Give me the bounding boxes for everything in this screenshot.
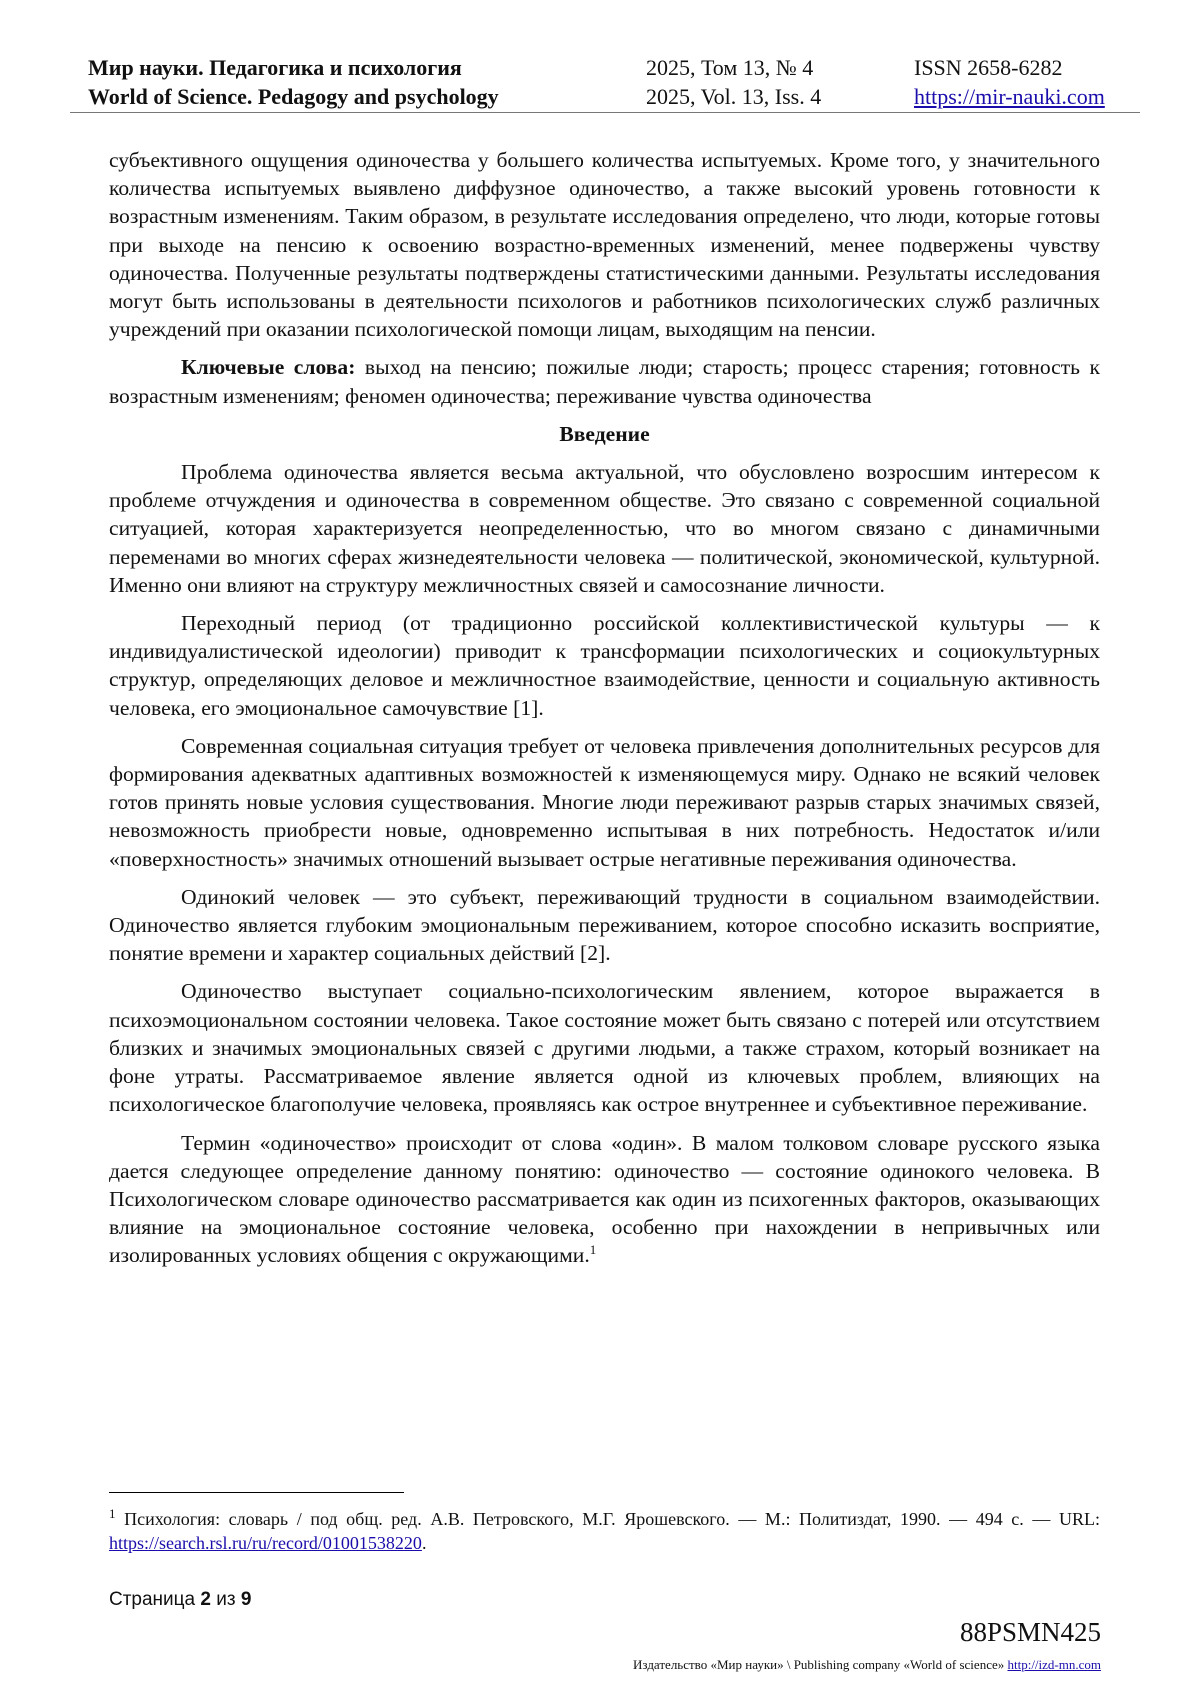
journal-title-en: World of Science. Pedagogy and psychology <box>88 84 499 109</box>
article-body <box>109 146 1100 1280</box>
footnote-text: Психология: словарь / под общ. ред. А.В. Петровского, М.Г. Ярошевского. — М.: Политиздат, 1990. — 494 с. — URL: <box>115 1509 1100 1529</box>
page-current: 2 <box>200 1589 211 1610</box>
footnote <box>109 1507 1100 1555</box>
issue-en: 2025, Vol. 13, Iss. 4 <box>646 84 822 109</box>
journal-title-ru: Мир науки. Педагогика и психология <box>88 55 462 80</box>
keywords-text: выход на пенсию; пожилые люди; старость; процесс старения; готовность к возрастным изменениям; феномен одиночества; переживание чувства одиночества <box>109 355 1100 408</box>
abstract-paragraph: субъективного ощущения одиночества у большего количества испытуемых. Кроме того, у значительного количества испытуемых выявлено диффузное одиночество, а также высокий уровень готовности к возрастным изменениям. Таким образом, в результате исследования определено, что люди, которые готовы при выходе на пенсию к освоению возрастно-временных изменений, менее подвержены чувству одиночества. Полученные результаты подтверждены статистическими данными. Результаты исследования могут быть использованы в деятельности психологов и работников психологических служб различных учреждений при оказании психологической помощи лицам, выходящим на пенсии. <box>109 148 1100 342</box>
page-number <box>109 1589 251 1611</box>
publisher-text: Издательство «Мир науки» \ Publishing company «World of science» <box>633 1657 1008 1672</box>
footnote-marker: 1 <box>109 1506 116 1521</box>
page-word: Страница <box>109 1589 201 1610</box>
issue-ru: 2025, Том 13, № 4 <box>646 55 814 80</box>
journal-title-block <box>88 53 499 111</box>
intro-paragraph-6 <box>109 1129 1100 1270</box>
intro-paragraph-6-text: Термин «одиночество» происходит от слова «один». В малом толковом словаре русского языка дается следующее определение данному понятию: одиночество — состояние одинокого человека. В Психологическом словаре одиночество рассматривается как один из психогенных факторов, оказывающих влияние на эмоциональное состояние человека, особенно при нахождении в непривычных или изолированных условиях общения с окружающими. <box>109 1130 1100 1268</box>
footnote-link[interactable]: https://search.rsl.ru/ru/record/01001538220 <box>109 1533 422 1553</box>
intro-paragraph-2: Переходный период (от традиционно российской коллективистической культуры — к индивидуалистической идеологии) приводит к трансформации психологических и социокультурных структур, определяющих деловое и межличностное взаимодействие, ценности и социальную активность человека, его эмоциональное самочувствие [1]. <box>109 611 1100 720</box>
publisher-line <box>633 1657 1101 1673</box>
publisher-link[interactable]: http://izd-mn.com <box>1007 1657 1101 1672</box>
issn: ISSN 2658-6282 <box>914 55 1063 80</box>
article-code: 88PSMN425 <box>959 1617 1101 1647</box>
footnote-end: . <box>421 1533 427 1553</box>
intro-paragraph-5: Одиночество выступает социально-психологическим явлением, которое выражается в психоэмоциональном состоянии человека. Такое состояние может быть связано с потерей или отсутствием близких и значимых эмоциональных связей с другими людьми, а также страхом, который возникает на фоне утраты. Рассматриваемое явление является одной из ключевых проблем, влияющих на психологическое благополучие человека, проявляясь как острое внутреннее и субъективное переживание. <box>109 979 1100 1117</box>
page-of: из <box>210 1589 241 1610</box>
intro-paragraph-4: Одинокий человек — это субъект, переживающий трудности в социальном взаимодействии. Одиночество является глубоким эмоциональным переживанием, которое способно исказить восприятие, понятие времени и характер социальных действий [2]. <box>109 884 1100 966</box>
intro-paragraph-1: Проблема одиночества является весьма актуальной, что обусловлено возросшим интересом к проблеме отчуждения и одиночества в современном обществе. Это связано с современной социальной ситуацией, которая характеризуется неопределенностью, что во многом связано с динамичными переменами во многих сферах жизнедеятельности человека — политической, экономической, культурной. Именно они влияют на структуру межличностных связей и самосознание личности. <box>109 460 1100 597</box>
footnote-reference[interactable]: 1 <box>589 1242 597 1258</box>
issn-block <box>914 53 1105 111</box>
footnote-divider <box>109 1492 404 1493</box>
keywords-label: Ключевые слова: <box>181 355 356 380</box>
issue-block <box>646 53 821 111</box>
keywords-paragraph <box>109 353 1100 409</box>
page-total: 9 <box>240 1589 252 1610</box>
journal-site-link[interactable]: https://mir-nauki.com <box>914 84 1105 109</box>
journal-header <box>70 52 1140 113</box>
intro-paragraph-3: Современная социальная ситуация требует от человека привлечения дополнительных ресурсов для формирования адекватных адаптивных возможностей к изменяющемуся миру. Однако не всякий человек готов принять новые условия существования. Многие люди переживают разрыв старых значимых связей, невозможность приобрести новые, одновременно испытывая в них потребность. Недостаток и/или «поверхностность» значимых отношений вызывает острые негативные переживания одиночества. <box>109 733 1100 871</box>
section-title-introduction: Введение <box>559 421 650 446</box>
